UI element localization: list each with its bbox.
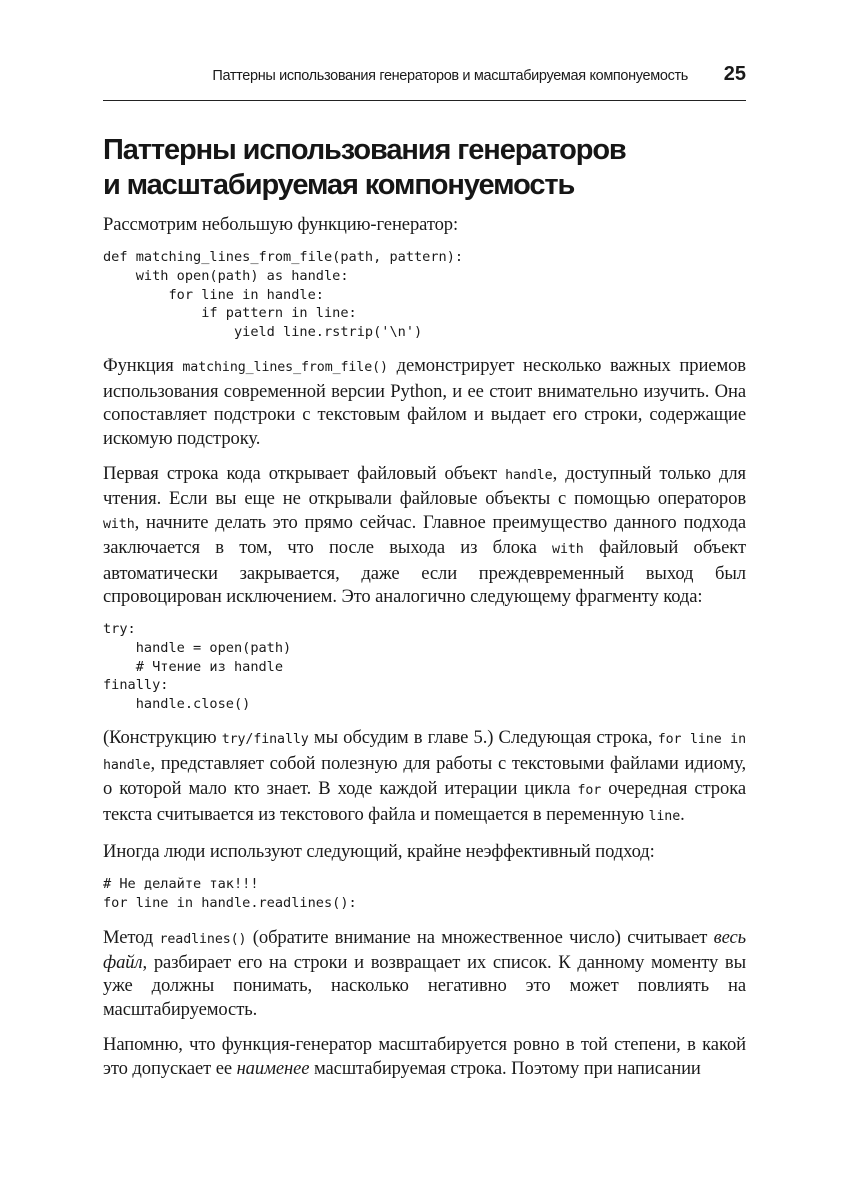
running-header	[103, 62, 746, 101]
inline-code: readlines()	[159, 931, 247, 947]
inline-code: handle	[505, 468, 553, 483]
paragraph-scalability	[103, 1033, 746, 1080]
inline-code: try/finally	[221, 732, 309, 748]
section-title-line-1: Паттерны использования генераторов	[103, 134, 626, 166]
text-run: демонстрирует несколько важных приемов использования современной версии Python, и ее стоит внимательно изучить. Она сопоставляет подстроки с текстовым файлом и выдает его строки, содержащие искомую подстроку.	[103, 355, 746, 449]
text-run: , представляет собой полезную для работы с текстовыми файлами идиому, о которой мало кто знает. В ходе каждой итерации цикла	[103, 752, 746, 800]
code-block-readlines: # Не делайте так!!! for line in handle.readlines():	[103, 876, 357, 912]
intro-paragraph: Рассмотрим небольшую функцию-генератор:	[103, 214, 459, 235]
inline-code: with	[552, 542, 584, 558]
main-content	[103, 133, 746, 1080]
text-run: , разбирает его на строки и возвращает их список. К данному моменту вы уже должны понимать, насколько негативно это может повлиять на масштабируемость.	[103, 952, 746, 1020]
text-run: , начните делать это прямо сейчас. Главное преимущество данного подхода заключается в том, что после выхода из блока	[103, 511, 746, 559]
text-run: (Конструкцию	[103, 727, 222, 749]
section-title	[103, 133, 746, 203]
paragraph-for-line-idiom	[103, 726, 746, 828]
text-run: .	[680, 803, 685, 825]
text-run: мы обсудим в главе 5.) Следующая строка,	[308, 727, 658, 749]
code-block-generator-function: def matching_lines_from_file(path, pattern): with open(path) as handle: for line in handle: if pattern in line: yield line.rstrip('\n')	[103, 249, 464, 340]
running-title: Паттерны использования генераторов и масштабируемая компонуемость	[212, 68, 688, 84]
paragraph-readlines	[103, 926, 746, 1022]
text-run: Метод	[103, 926, 160, 948]
text-run: Функция	[103, 355, 183, 377]
paragraph-with-statement	[103, 462, 746, 608]
paragraph-function-description	[103, 354, 746, 450]
text-run: Первая строка кода открывает файловый объект	[103, 463, 506, 484]
inline-code: matching_lines_from_file()	[182, 360, 388, 376]
text-run: очередная строка текста считывается из текстового файла и помещается в переменную	[103, 778, 746, 825]
paragraph-inefficient-approach: Иногда люди используют следующий, крайне неэффективный подход:	[103, 841, 655, 863]
emphasis: весь файл	[103, 926, 746, 974]
inline-code: with	[103, 516, 135, 532]
inline-code: for line in handle	[103, 732, 746, 773]
text-run: Напомню, что функция-генератор масштабируется ровно в той степени, в какой это допускает ее	[103, 1034, 746, 1079]
page-number: 25	[723, 63, 746, 85]
text-run: масштабируемая строка. Поэтому при написании	[309, 1057, 701, 1079]
inline-code: line	[648, 808, 681, 824]
text-run: (обратите внимание на множественное число) считывает	[246, 926, 714, 948]
section-title-line-2: и масштабируемая компонуемость	[103, 169, 575, 201]
text-run: файловый объект автоматически закрывается, даже если преждевременный выход был спровоцирован исключением. Это аналогично следующему фрагменту кода:	[103, 537, 746, 608]
text-run: , доступный только для чтения. Если вы еще не открывали файловые объекты с помощью операторов	[103, 463, 746, 510]
emphasis: наименее	[236, 1057, 310, 1079]
code-block-try-finally: try: handle = open(path) # Чтение из handle finally: handle.close()	[103, 621, 292, 712]
inline-code: for	[577, 783, 602, 799]
